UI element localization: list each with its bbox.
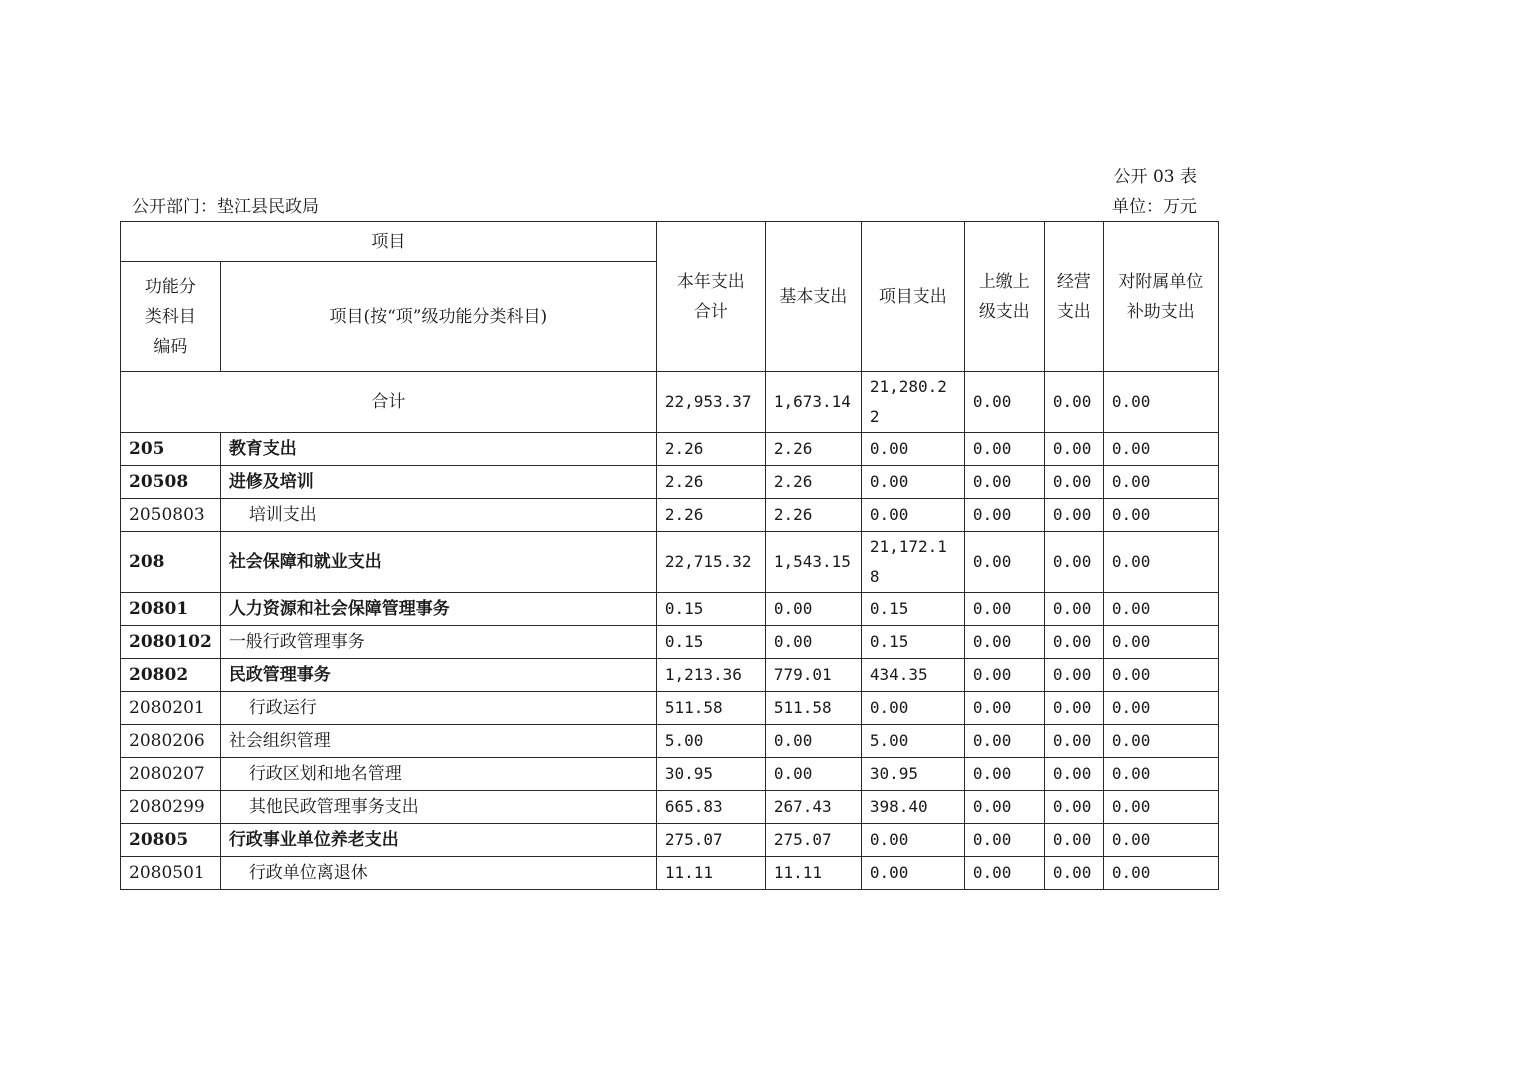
row-subsidy: 0.00 xyxy=(1103,758,1218,791)
row-total: 0.15 xyxy=(656,626,765,659)
header-func-code-line1: 功能分 xyxy=(144,276,196,297)
row-name: 进修及培训 xyxy=(220,466,656,499)
row-upper: 0.00 xyxy=(964,791,1044,824)
header-business xyxy=(1044,222,1103,372)
row-project: 398.40 xyxy=(861,791,964,824)
total-row xyxy=(121,372,1219,433)
table-row xyxy=(121,466,1219,499)
row-project: 5.00 xyxy=(861,725,964,758)
header-total-line1: 本年支出 xyxy=(676,271,745,292)
header-subsidy-line1: 对附属单位 xyxy=(1118,271,1204,292)
row-total: 511.58 xyxy=(656,692,765,725)
header-upper-line1: 上缴上 xyxy=(978,271,1030,292)
row-subsidy: 0.00 xyxy=(1103,857,1218,890)
table-row xyxy=(121,692,1219,725)
table-row xyxy=(121,725,1219,758)
row-project: 0.00 xyxy=(861,433,964,466)
row-subsidy: 0.00 xyxy=(1103,433,1218,466)
header-project: 项目 xyxy=(121,222,657,262)
row-subsidy: 0.00 xyxy=(1103,466,1218,499)
row-subsidy: 0.00 xyxy=(1103,659,1218,692)
row-name: 一般行政管理事务 xyxy=(220,626,656,659)
header-func-code-line2: 类科目 xyxy=(144,306,196,327)
row-total: 1,213.36 xyxy=(656,659,765,692)
row-code: 2080206 xyxy=(121,725,221,758)
row-upper: 0.00 xyxy=(964,593,1044,626)
row-upper: 0.00 xyxy=(964,857,1044,890)
row-code: 2080207 xyxy=(121,758,221,791)
row-business: 0.00 xyxy=(1044,466,1103,499)
row-basic: 0.00 xyxy=(765,626,861,659)
row-basic: 779.01 xyxy=(765,659,861,692)
header-item-name: 项目(按“项”级功能分类科目) xyxy=(220,262,656,372)
row-project: 0.00 xyxy=(861,692,964,725)
row-subsidy: 0.00 xyxy=(1103,725,1218,758)
total-total: 22,953.37 xyxy=(656,372,765,433)
row-business: 0.00 xyxy=(1044,659,1103,692)
total-subsidy: 0.00 xyxy=(1103,372,1218,433)
row-code: 20802 xyxy=(121,659,221,692)
row-name: 行政事业单位养老支出 xyxy=(220,824,656,857)
row-code: 20508 xyxy=(121,466,221,499)
row-name: 社会保障和就业支出 xyxy=(220,532,656,593)
row-subsidy: 0.00 xyxy=(1103,499,1218,532)
header-business-line1: 经营 xyxy=(1056,271,1091,292)
row-total: 0.15 xyxy=(656,593,765,626)
row-name: 其他民政管理事务支出 xyxy=(220,791,656,824)
row-total: 5.00 xyxy=(656,725,765,758)
header-basic: 基本支出 xyxy=(765,222,861,372)
row-subsidy: 0.00 xyxy=(1103,593,1218,626)
header-subsidy-line2: 补助支出 xyxy=(1126,301,1195,322)
row-project: 0.15 xyxy=(861,626,964,659)
header-upper-line2: 级支出 xyxy=(978,301,1030,322)
row-total: 2.26 xyxy=(656,433,765,466)
row-total: 30.95 xyxy=(656,758,765,791)
row-business: 0.00 xyxy=(1044,692,1103,725)
row-code: 2080201 xyxy=(121,692,221,725)
row-project: 0.00 xyxy=(861,499,964,532)
row-business: 0.00 xyxy=(1044,824,1103,857)
row-upper: 0.00 xyxy=(964,692,1044,725)
header-func-code-line3: 编码 xyxy=(153,336,188,357)
row-upper: 0.00 xyxy=(964,758,1044,791)
row-upper: 0.00 xyxy=(964,532,1044,593)
row-total: 11.11 xyxy=(656,857,765,890)
row-code: 2080102 xyxy=(121,626,221,659)
table-row xyxy=(121,626,1219,659)
total-business: 0.00 xyxy=(1044,372,1103,433)
table-row xyxy=(121,824,1219,857)
table-row xyxy=(121,499,1219,532)
row-subsidy: 0.00 xyxy=(1103,532,1218,593)
row-business: 0.00 xyxy=(1044,433,1103,466)
row-code: 2050803 xyxy=(121,499,221,532)
row-business: 0.00 xyxy=(1044,626,1103,659)
row-basic: 11.11 xyxy=(765,857,861,890)
row-code: 208 xyxy=(121,532,221,593)
row-subsidy: 0.00 xyxy=(1103,791,1218,824)
row-basic: 0.00 xyxy=(765,758,861,791)
row-business: 0.00 xyxy=(1044,791,1103,824)
row-project: 0.00 xyxy=(861,466,964,499)
header-total-line2: 合计 xyxy=(693,301,728,322)
row-code: 20801 xyxy=(121,593,221,626)
row-business: 0.00 xyxy=(1044,758,1103,791)
row-total: 22,715.32 xyxy=(656,532,765,593)
row-name: 民政管理事务 xyxy=(220,659,656,692)
row-basic: 1,543.15 xyxy=(765,532,861,593)
row-basic: 275.07 xyxy=(765,824,861,857)
row-business: 0.00 xyxy=(1044,725,1103,758)
row-name: 社会组织管理 xyxy=(220,725,656,758)
table-row xyxy=(121,758,1219,791)
table-row xyxy=(121,857,1219,890)
total-label: 合计 xyxy=(121,372,657,433)
row-basic: 511.58 xyxy=(765,692,861,725)
row-project: 434.35 xyxy=(861,659,964,692)
row-name: 行政区划和地名管理 xyxy=(220,758,656,791)
total-upper: 0.00 xyxy=(964,372,1044,433)
row-basic: 2.26 xyxy=(765,433,861,466)
table-row xyxy=(121,433,1219,466)
row-total: 665.83 xyxy=(656,791,765,824)
row-upper: 0.00 xyxy=(964,824,1044,857)
table-row xyxy=(121,532,1219,593)
row-subsidy: 0.00 xyxy=(1103,824,1218,857)
row-upper: 0.00 xyxy=(964,725,1044,758)
header-row-1 xyxy=(121,222,1219,262)
expenditure-table xyxy=(120,221,1219,890)
row-code: 2080501 xyxy=(121,857,221,890)
row-basic: 0.00 xyxy=(765,725,861,758)
row-business: 0.00 xyxy=(1044,532,1103,593)
row-basic: 0.00 xyxy=(765,593,861,626)
row-upper: 0.00 xyxy=(964,626,1044,659)
row-project: 0.15 xyxy=(861,593,964,626)
header-business-line2: 支出 xyxy=(1056,301,1091,322)
row-name: 人力资源和社会保障管理事务 xyxy=(220,593,656,626)
row-code: 2080299 xyxy=(121,791,221,824)
header-subsidy xyxy=(1103,222,1218,372)
row-total: 275.07 xyxy=(656,824,765,857)
row-name: 行政运行 xyxy=(220,692,656,725)
row-name: 教育支出 xyxy=(220,433,656,466)
row-name: 行政单位离退休 xyxy=(220,857,656,890)
header-project-exp: 项目支出 xyxy=(861,222,964,372)
row-upper: 0.00 xyxy=(964,433,1044,466)
table-row xyxy=(121,659,1219,692)
row-upper: 0.00 xyxy=(964,659,1044,692)
row-project: 0.00 xyxy=(861,824,964,857)
header-func-code xyxy=(121,262,221,372)
table-row xyxy=(121,593,1219,626)
row-project: 0.00 xyxy=(861,857,964,890)
row-upper: 0.00 xyxy=(964,499,1044,532)
department-label: 公开部门：垫江县民政局 xyxy=(132,197,319,217)
row-code: 205 xyxy=(121,433,221,466)
row-total: 2.26 xyxy=(656,466,765,499)
row-subsidy: 0.00 xyxy=(1103,626,1218,659)
row-project: 21,172.18 xyxy=(861,532,964,593)
row-total: 2.26 xyxy=(656,499,765,532)
header-total xyxy=(656,222,765,372)
row-business: 0.00 xyxy=(1044,499,1103,532)
row-business: 0.00 xyxy=(1044,593,1103,626)
header-upper xyxy=(964,222,1044,372)
row-code: 20805 xyxy=(121,824,221,857)
row-subsidy: 0.00 xyxy=(1103,692,1218,725)
unit-label: 单位：万元 xyxy=(1112,197,1197,217)
table-row xyxy=(121,791,1219,824)
row-business: 0.00 xyxy=(1044,857,1103,890)
row-basic: 2.26 xyxy=(765,499,861,532)
row-upper: 0.00 xyxy=(964,466,1044,499)
row-project: 30.95 xyxy=(861,758,964,791)
row-basic: 2.26 xyxy=(765,466,861,499)
row-basic: 267.43 xyxy=(765,791,861,824)
row-name: 培训支出 xyxy=(220,499,656,532)
total-project: 21,280.22 xyxy=(861,372,964,433)
total-basic: 1,673.14 xyxy=(765,372,861,433)
form-code: 公开 03 表 xyxy=(1113,167,1197,187)
